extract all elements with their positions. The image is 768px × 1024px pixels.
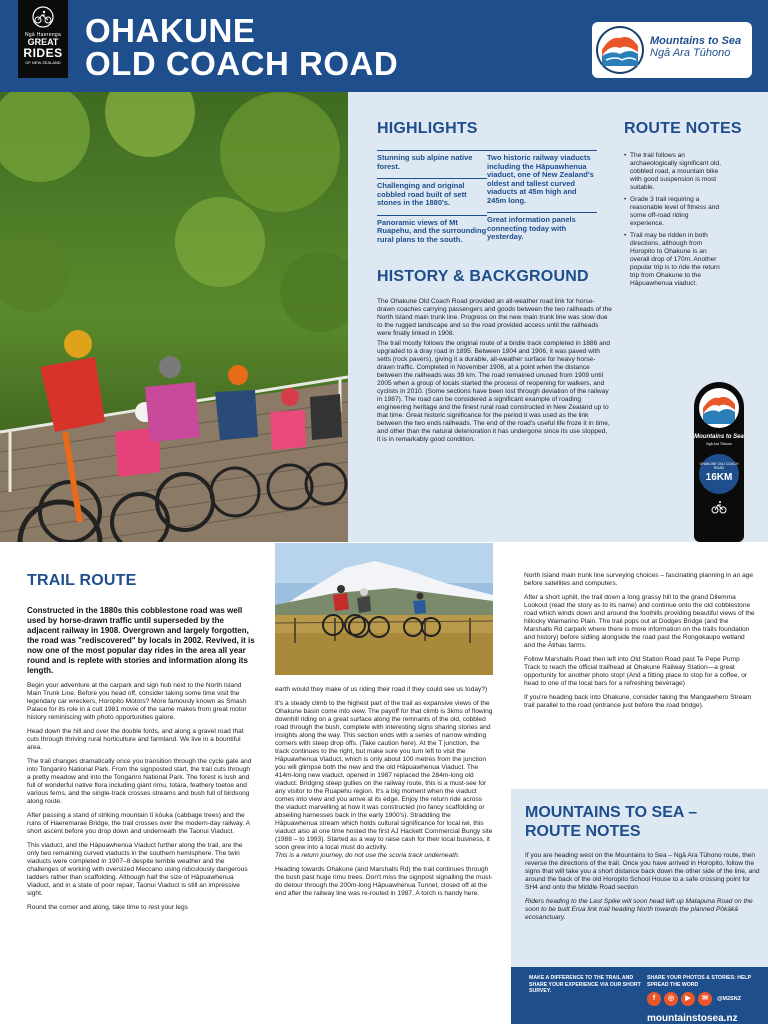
trail-paragraph: Follow Marshalls Road then left into Old Station Road past Te Pepe Pump Track to reach the official trailhead at Ohakune Railway Station—a great opportunity for another photo stop! (And a fitting place to stop for a coffee, or head to one of the local bars for a refreshing beverage) — [524, 656, 748, 687]
facebook-icon[interactable]: f — [647, 992, 661, 1006]
share-callout: SHARE YOUR PHOTOS & STORIES: HELP SPREAD THE WORD — [647, 975, 751, 988]
trail-paragraph: Round the corner and along, take time to rest your legs — [27, 904, 188, 911]
trail-sign — [694, 382, 744, 542]
page-title — [85, 14, 398, 80]
survey-callout[interactable]: MAKE A DIFFERENCE TO THE TRAIL AND SHARE YOUR EXPERIENCE VIA OUR SHORT SURVEY. — [529, 975, 641, 994]
sign-sub: Ngā Ara Tūhono — [706, 442, 732, 446]
trail-route-heading: TRAIL ROUTE — [27, 572, 137, 589]
trail-paragraph: earth would they make of us riding their road if they could see us today?) — [275, 686, 488, 693]
history-paragraph: The trail mostly follows the original route of a bridle track completed in 1886 and upgraded to a dray road in 1895. Between 1904 and 1906, it was paved with setts (rock pavers), giving it a durable, all-weather surface for heavy horse-drawn traffic. Completed in November 1906, at a point when the distance between the railheads was 39 km. The road remained unused from 1909 until 2005 when a group of locals started the process of reopening for walkers, and cyclists in 2010. (Some sections have been lost through deviation of the railway in 1987). The road can be considered a significant example of roading engineering heritage and the finest rural road constructed in New Zealand up to that time. Great historic significance for the period it was used as the link between the two ends railheads. The end of the road's useful life froze it in time, and other than the natural deterioration it has undergone since its use stopped, it is in remarkably good condition. — [377, 340, 611, 443]
history-paragraph: The Ohakune Old Coach Road provided an all-weather road link for horse-drawn coaches carrying passengers and goods between the two railheads of the North Island main trunk line. Progress on the new main trunk line was slow due to the rugged landscape and so the road provided access until the railheads were finally linked in 1908. — [377, 298, 612, 337]
mts-heading-line-1: MOUNTAINS TO SEA – — [525, 804, 698, 821]
mt-ruapehu-riders-photo — [275, 543, 493, 675]
badge-rides: RIDES — [23, 46, 63, 60]
footer — [511, 967, 768, 1024]
logo-line-2: Ngā Ara Tūhono — [650, 47, 731, 59]
badge-great: GREAT — [27, 37, 59, 47]
email-icon[interactable]: ✉ — [698, 992, 712, 1006]
highlight-item: Challenging and original cobbled road built of sett stones in the 1880's. — [377, 178, 487, 208]
trail-paragraph: If you're heading back into Ohakune, consider taking the Mangawhero Stream trail parallel to the road (entrance just before the road bridge). — [524, 694, 752, 709]
instagram-icon[interactable]: ◎ — [664, 992, 678, 1006]
logo-line-1: Mountains to Sea — [650, 35, 742, 47]
social-icons — [647, 992, 741, 1006]
return-journey-note: This is a return journey, do not use the scoria track underneath. — [275, 852, 460, 859]
mts-route-notes-box — [511, 789, 768, 967]
route-notes-list — [624, 152, 724, 292]
highlight-item: Panoramic views of Mt Ruapehu, and the surrounding rural plans to the south. — [377, 215, 487, 245]
distance-badge — [699, 454, 739, 494]
route-note-item: • The trail follows an archaeologically significant old, cobbled road, a mountain bike with good suspension is most suitable. — [624, 152, 724, 192]
mts-route-notes-body: If you are heading west on the Mountains to Sea – Ngā Ara Tūhono route, then reverse the directions of the trail. Once you have arrived in Horopito, follow the signs that will take you a short distance back down the other side of the line, and around the back of the old Horopito School House to a safe crossing point for SH4 and onto the Middle Road section — [525, 852, 760, 891]
badge-small-text: Ngā Haerenga — [24, 32, 62, 38]
trail-paragraph: Head down the hill and over the double fords, and along a gravel road that cuts through thriving rural horticulture and farmland. We live in a bountiful area. — [27, 728, 244, 751]
history-heading: HISTORY & BACKGROUND — [377, 268, 589, 285]
title-line-2: OLD COACH ROAD — [85, 45, 399, 82]
route-note-item: • Trail may be ridden in both directions, although from Horopito to Ohakune is an overall drop of 170m. Another popular trip is to ride the return trip from Ohakune to the Hāpuawhenua viaduct. — [624, 232, 724, 288]
highlight-item: Great information panels connecting today with yesterday. — [487, 212, 597, 242]
bike-icon — [711, 500, 727, 514]
logo-emblem-icon — [596, 26, 644, 74]
highlights-column-2 — [487, 150, 597, 249]
highlight-item: Stunning sub alpine native forest. — [377, 150, 487, 171]
trail-paragraph: North Island main trunk line surveying choices – fascinating planning in an age before satellites and computers. — [524, 572, 754, 587]
sign-name: Mountains to Sea — [694, 434, 744, 440]
highlights-column-1 — [377, 150, 487, 251]
trail-paragraph: The trail changes dramatically once you transition through the cycle gate and into Tongariro National Park. From the signposted start, the trail cuts through a pretty meadow and into the Tongariro National Park. The forest is lush and full of wonderful native flora including giant rimu, totara, feathery toetoe and various ferns, and the single-track crosses streams and bush full of birdsong along route. — [27, 758, 252, 805]
trail-route-lead: Constructed in the 1880s this cobblestone road was well used by horse-drawn traffic until superseded by the adjacent railway in 1908. Overgrown and largely forgotten, the road was "rediscovered" by locals in 2002. Revived, it is now one of the most popular day rides in the area all year round and is replete with stories and information along its length. — [27, 606, 255, 675]
title-line-1: OHAKUNE — [85, 12, 256, 49]
website-link[interactable]: mountainstosea.nz — [647, 1013, 738, 1024]
sign-distance: 16KM — [705, 472, 733, 483]
history-text — [377, 298, 612, 446]
trail-paragraph: Heading towards Ohakune (and Marshalls Rd) the trail continues through the bush past huge rimu trees. Don't miss the signpost signalling the must-do detour through the 200m-long Hāpuawhenua Tunnel, closed off at the end after the railway line was re-routed in 1987. A torch is handy here. — [275, 866, 493, 897]
cyclists-boardwalk-photo — [0, 92, 348, 542]
highlights-panel — [348, 92, 768, 542]
trail-route-column-3 — [524, 572, 756, 716]
great-rides-badge — [18, 0, 68, 78]
bike-icon — [30, 6, 56, 28]
mts-route-notes-italic: Riders heading to the Last Spike will soon head left up Matapuna Road on the soon to be built Erua link trail heading North towards the planned Pōkākā ecosanctuary. — [525, 898, 753, 921]
trail-paragraph: Begin your adventure at the carpark and sign hub next to the North Island Main Trunk Line. Before you head off, consider taking some time visit the legendary car wreckers, Horopito Motors? More famously known as Smash Palace for its role in a cult 1981 movie of the same makes from great motor history reminiscing with photo opportunities galore. — [27, 682, 247, 721]
youtube-icon[interactable]: ▶ — [681, 992, 695, 1006]
route-note-item: • Grade 3 trail requiring a reasonable level of fitness and some off-road riding experience. — [624, 196, 724, 228]
sign-route: OHAKUNE OLD COACH ROAD — [699, 462, 739, 470]
trail-paragraph: It's a steady climb to the highest part of the trail as expansive views of the Ohakune basin come into view. The payoff for that climb is 3kms of flowing downhill riding on a great surface along the remnants of the old, cobbled road through the bush, complete with interesting signs sharing stories and insights along the way. This section ends with a series of narrow winding corners with steep drop offs. (Take caution here). At the T junction, the track continues to the right, but make sure you turn left to visit the Hāpuawhenua Viaduct, which is only about 100 metres from the junction you will glimpse both the new and the old Hāpuawhenua Viaduct. The 414m-long new viaduct, opened in 1987 replaced the 284m-long old viaduct. Bridging steep gullies on the railway route, this is a must-see for any visitor to the Ruapehu region. It's a big moment when the viaduct comes into view and you arrive at its edge. Enjoy the return ride across the viaduct marvelling at how it was constructed (no fancy scaffolding or abseiling harnesses back in the early 1900's). Straddling the Hāpuawhenua stream which holds cultural significance for local iwi, this viaduct also at one time hosted the first AJ Hackett Commercial Bungy site (1988 – to 1993). Started as a way to raise cash for their local business, it soon grew into a local must do activity. — [275, 700, 493, 851]
trail-route-column-1 — [27, 606, 255, 918]
highlight-item: Two historic railway viaducts including the Hāpuawhenua viaduct, one of New Zealand's oldest and tallest curved viaducts at 45m high and 245m long. — [487, 150, 597, 205]
highlights-heading: HIGHLIGHTS — [377, 120, 478, 137]
mts-route-notes-heading — [525, 803, 697, 841]
trail-paragraph: After a short uphill, the trail down a long grassy hill to the grand Dilemma Lookout (read the story as to its name) and continue onto the old cobblestone road which winds down and around the foothills providing beautiful views of the hillocky Waimarino Plain. The trail pops out at Dodges Bridge (and the Marshalls Rd carpark where there is more information on the trails foundation and history) before sidling alongside the road past the Rongokaupo wetland and the Ātihau farms. — [524, 594, 755, 649]
mountains-to-sea-logo — [592, 22, 752, 78]
trail-paragraph: This viaduct, and the Hāpuawhenua Viaduct further along the trail, are the only two remaining curved viaducts in the southern hemisphere. The twin viaducts were completed in 1907–8 despite terrible weather and the challenges of working with oversized Meccano using ridiculously dangerous ladders rather than scaffolding. Although half the size of Hāpuawhenua Viaduct, and in a state of poor repair, Taonui Viaduct is still an impressive sight. — [27, 842, 248, 897]
badge-of-nz: OF NEW ZEALAND — [25, 60, 61, 65]
route-notes-heading: ROUTE NOTES — [624, 120, 742, 137]
header — [0, 0, 768, 92]
trail-route-column-2 — [275, 686, 493, 904]
trail-sign-emblem-icon — [699, 388, 739, 428]
trail-paragraph: After passing a stand of striking mountain tī kōuka (cabbage trees) and the ruins of Haeremarae Bridge, the trail crosses over the modern-day railway. A short ascent before you drop down and underneath the Taonui Viaduct. — [27, 812, 250, 835]
social-handle: @M2SNZ — [717, 996, 742, 1002]
mts-heading-line-2: ROUTE NOTES — [525, 823, 641, 840]
